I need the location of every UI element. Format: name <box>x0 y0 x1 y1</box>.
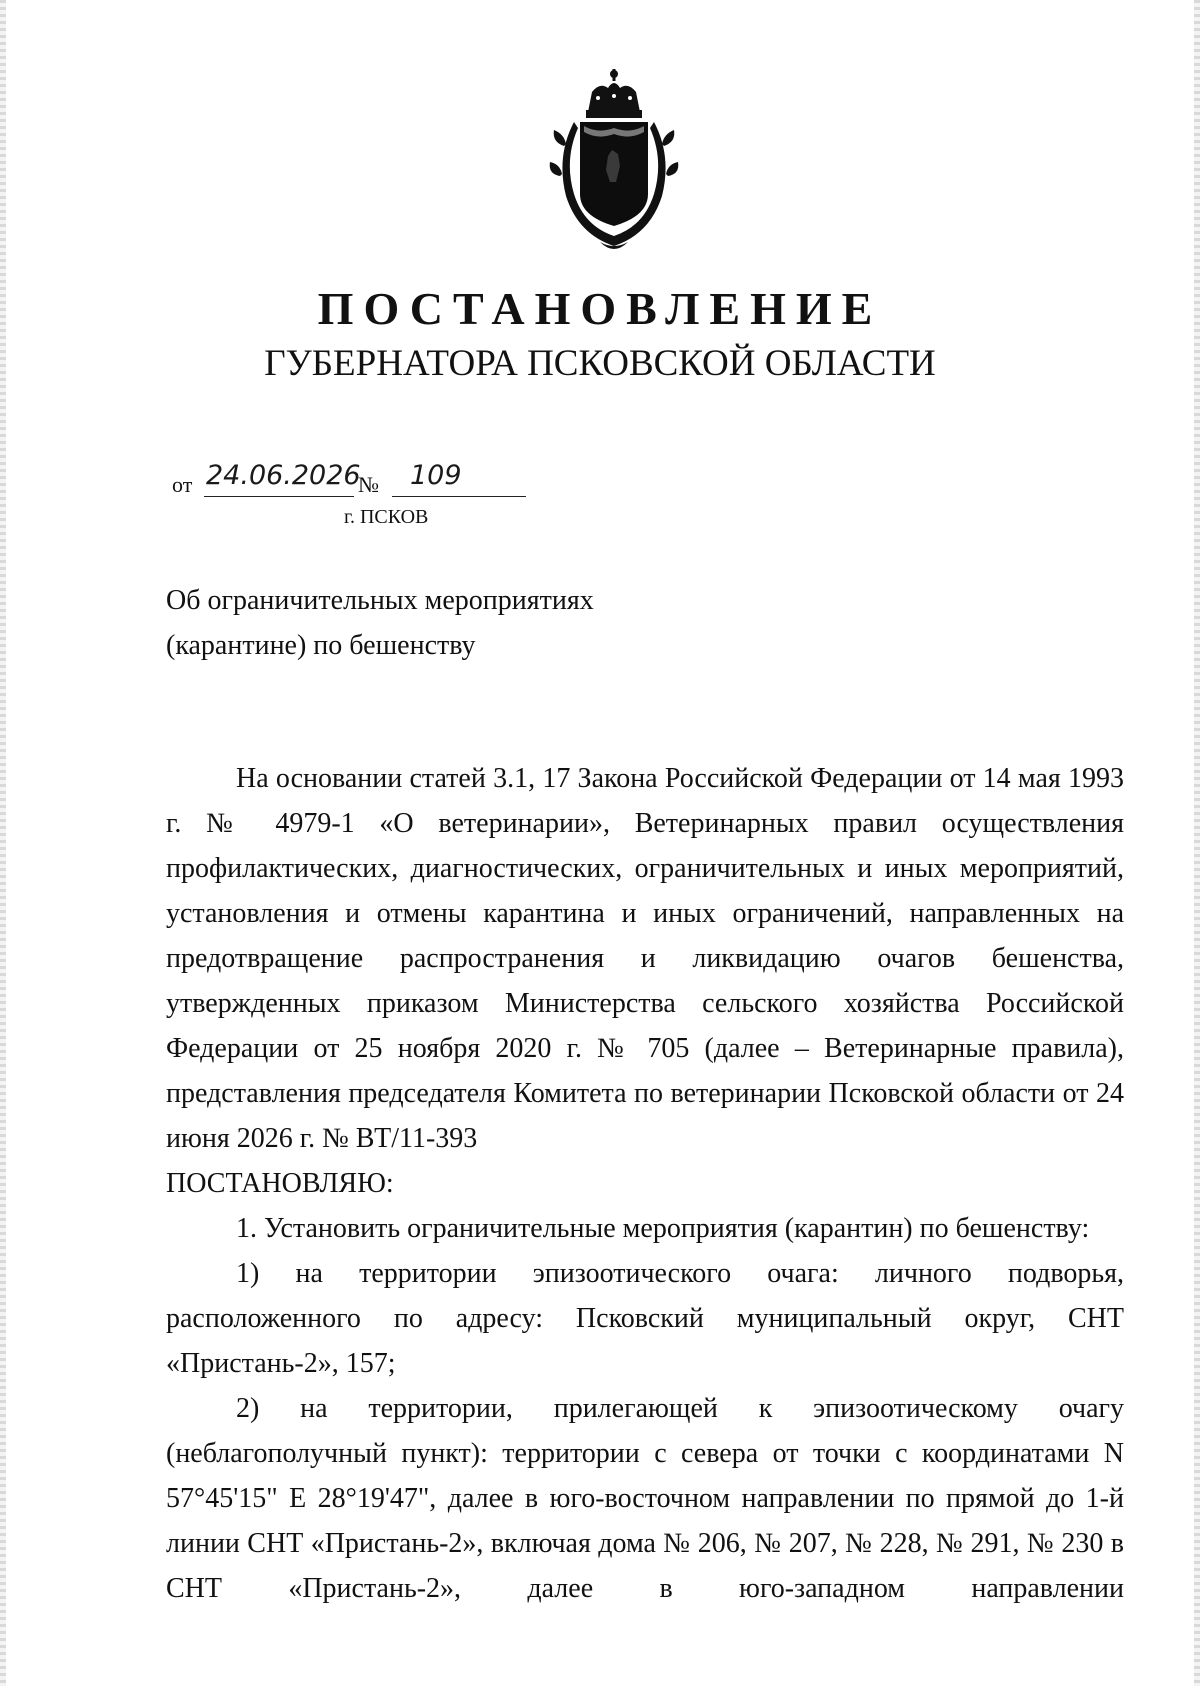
number-underline <box>392 496 526 497</box>
decree-word: ПОСТАНОВЛЯЮ: <box>166 1168 394 1199</box>
city-label: г. ПСКОВ <box>344 506 429 528</box>
handwritten-date: 24.06.2026 <box>206 460 361 491</box>
document-body <box>166 756 1124 1611</box>
number-label: № <box>358 472 379 497</box>
subject-line: Об ограничительных мероприятиях <box>166 585 594 616</box>
document-type-title: ПОСТАНОВЛЕНИЕ <box>317 283 883 334</box>
preamble-paragraph: На основании статей 3.1, 17 Закона Российской Федерации от 14 мая 1993 г. № 4979-1 «О ветеринарии», Ветеринарных правил осуществления профилактических, диагностических, ограничительных и иных мероприятий, установления и отмены карантина и иных ограничений, направленных на предотвращение распространения и ликвидацию очагов бешенства, утвержденных приказом Министерства сельского хозяйства Российской Федерации от 25 ноября 2020 г. № 705 (далее – Ветеринарные правила), представления председателя Комитета по ветеринарии Псковской области от 24 июня 2026 г. № ВТ/11-393 <box>166 763 1124 1154</box>
subitem-2-paragraph: 2) на территории, прилегающей к эпизоотическому очагу (неблагополучный пункт): территории с севера от точки с координатами N 57°45'15" E 28°19'47", далее в юго-восточном направлении по прямой до 1-й линии СНТ «Пристань-2», включая дома № 206, № 207, № 228, № 291, № 230 в СНТ «Пристань-2», далее в юго-западном направлении <box>166 1393 1124 1604</box>
subject-line: (карантине) по бешенству <box>166 630 476 661</box>
date-underline <box>204 496 354 497</box>
item-1-paragraph: 1. Установить ограничительные мероприятия (карантин) по бешенству: <box>236 1213 1090 1244</box>
subitem-1-paragraph: 1) на территории эпизоотического очага: личного подворья, расположенного по адресу: Псковский муниципальный округ, СНТ «Пристань-2», 157; <box>166 1258 1124 1379</box>
scan-edge-left <box>0 0 6 1686</box>
coat-of-arms-emblem <box>548 66 680 256</box>
issuer-title: ГУБЕРНАТОРА ПСКОВСКОЙ ОБЛАСТИ <box>264 343 936 384</box>
document-subject <box>166 578 594 668</box>
date-from-label: от <box>172 472 193 497</box>
handwritten-number: 109 <box>410 460 462 491</box>
scan-edge-right <box>1194 0 1200 1686</box>
